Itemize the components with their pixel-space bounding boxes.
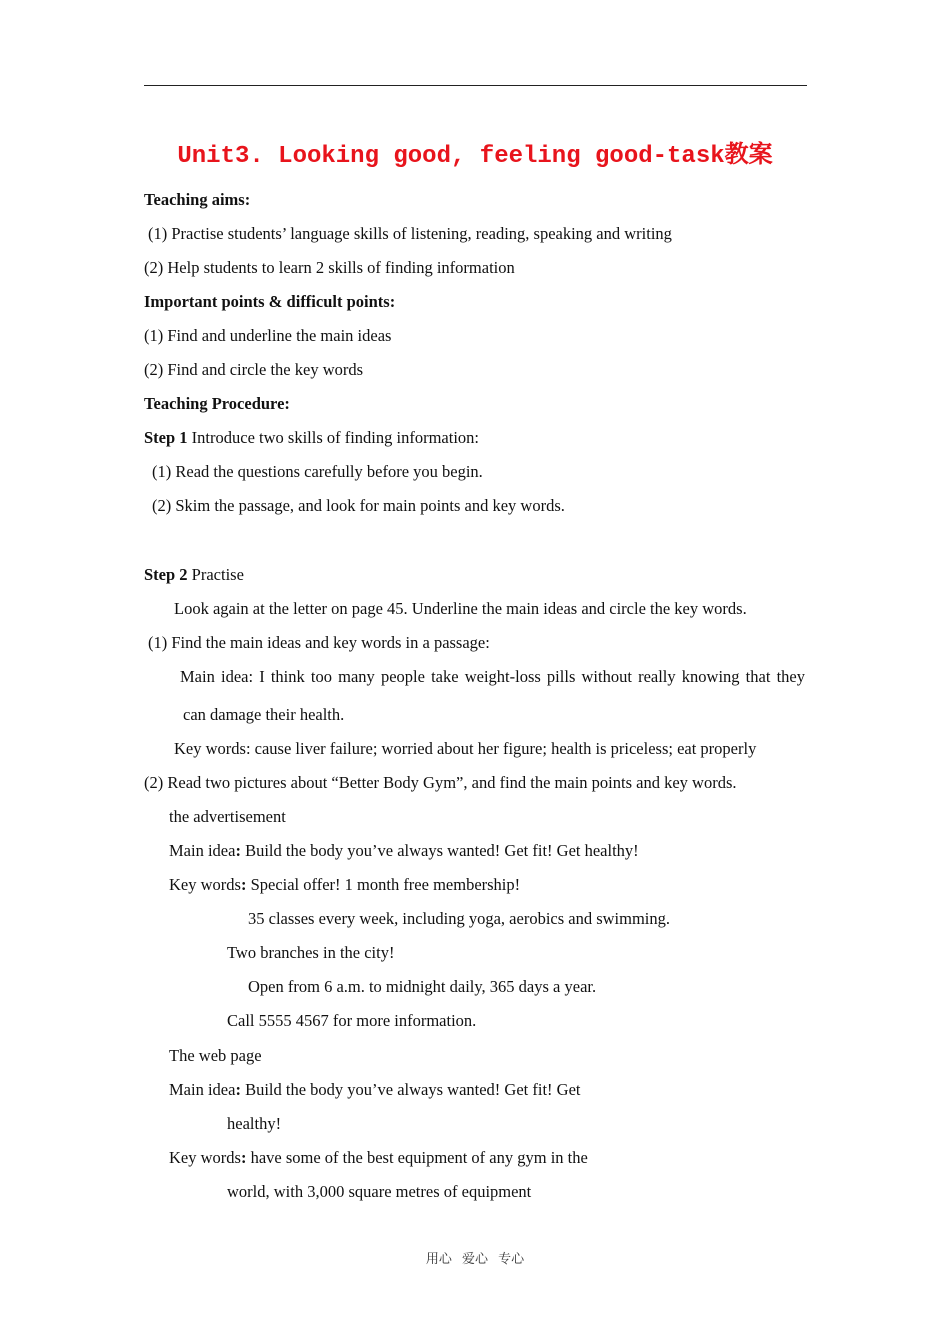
aims-heading: Teaching aims: [144, 190, 251, 209]
ad-key-words-text: Special offer! 1 month free membership! [246, 875, 521, 894]
passage-main-idea: Main idea: I think too many people take weight-loss pills without really knowing that they [180, 667, 805, 686]
step-1-item-2: (2) Skim the passage, and look for main points and key words. [152, 496, 565, 515]
ad-main-idea: Main idea: Build the body you’ve always wanted! Get fit! Get healthy! [169, 841, 639, 860]
step-1-text: Introduce two skills of finding information: [187, 428, 480, 447]
points-heading: Important points & difficult points: [144, 292, 396, 311]
web-main-idea-text: Build the body you’ve always wanted! Get fit! Get [240, 1080, 581, 1099]
step-2-text: Practise [187, 565, 244, 584]
passage-heading: (1) Find the main ideas and key words in a passage: [148, 633, 490, 652]
web-key-words-cont: world, with 3,000 square metres of equipment [227, 1182, 532, 1201]
ad-key-words: Key words: Special offer! 1 month free membership! [169, 875, 521, 894]
aims-item-1: (1) Practise students’ language skills of listening, reading, speaking and writing [148, 224, 672, 243]
step-1-line [144, 428, 479, 448]
ad-key-words-label: Key words [169, 875, 241, 894]
pictures-heading: (2) Read two pictures about “Better Body Gym”, and find the main points and key words. [144, 773, 737, 792]
web-key-words: Key words: have some of the best equipment of any gym in the [169, 1148, 588, 1167]
step-1-label: Step 1 [144, 428, 188, 447]
ad-key-words-line-5: Call 5555 4567 for more information. [227, 1011, 477, 1030]
step-2-intro: Look again at the letter on page 45. Underline the main ideas and circle the key words. [174, 599, 747, 618]
points-item-2: (2) Find and circle the key words [144, 360, 364, 379]
step-2-line [144, 565, 244, 585]
ad-main-idea-text: Build the body you’ve always wanted! Get fit! Get healthy! [240, 841, 639, 860]
ad-main-idea-label: Main idea [169, 841, 236, 860]
passage-key-words: Key words: cause liver failure; worried about her figure; health is priceless; eat properly [174, 739, 757, 758]
passage-main-idea-cont: can damage their health. [183, 705, 345, 724]
points-item-1: (1) Find and underline the main ideas [144, 326, 392, 345]
step-2-label: Step 2 [144, 565, 188, 584]
web-key-words-label: Key words [169, 1148, 241, 1167]
header-rule [144, 85, 807, 86]
ad-key-words-line-2: 35 classes every week, including yoga, aerobics and swimming. [248, 909, 671, 928]
ad-key-words-line-3: Two branches in the city! [227, 943, 395, 962]
aims-item-2: (2) Help students to learn 2 skills of finding information [144, 258, 515, 277]
procedure-heading: Teaching Procedure: [144, 394, 290, 413]
step-1-item-1: (1) Read the questions carefully before you begin. [152, 462, 483, 481]
web-key-words-text: have some of the best equipment of any gym in the [246, 1148, 588, 1167]
document-title: Unit3. Looking good, feeling good-task教案 [177, 143, 773, 170]
web-label: The web page [169, 1046, 262, 1065]
page-footer: 用心 爱心 专心 [425, 1252, 525, 1267]
web-main-idea: Main idea: Build the body you’ve always wanted! Get fit! Get [169, 1080, 581, 1099]
web-main-idea-cont: healthy! [227, 1114, 282, 1133]
ad-key-words-line-4: Open from 6 a.m. to midnight daily, 365 days a year. [248, 977, 597, 996]
web-main-idea-label: Main idea [169, 1080, 236, 1099]
ad-label: the advertisement [169, 807, 286, 826]
